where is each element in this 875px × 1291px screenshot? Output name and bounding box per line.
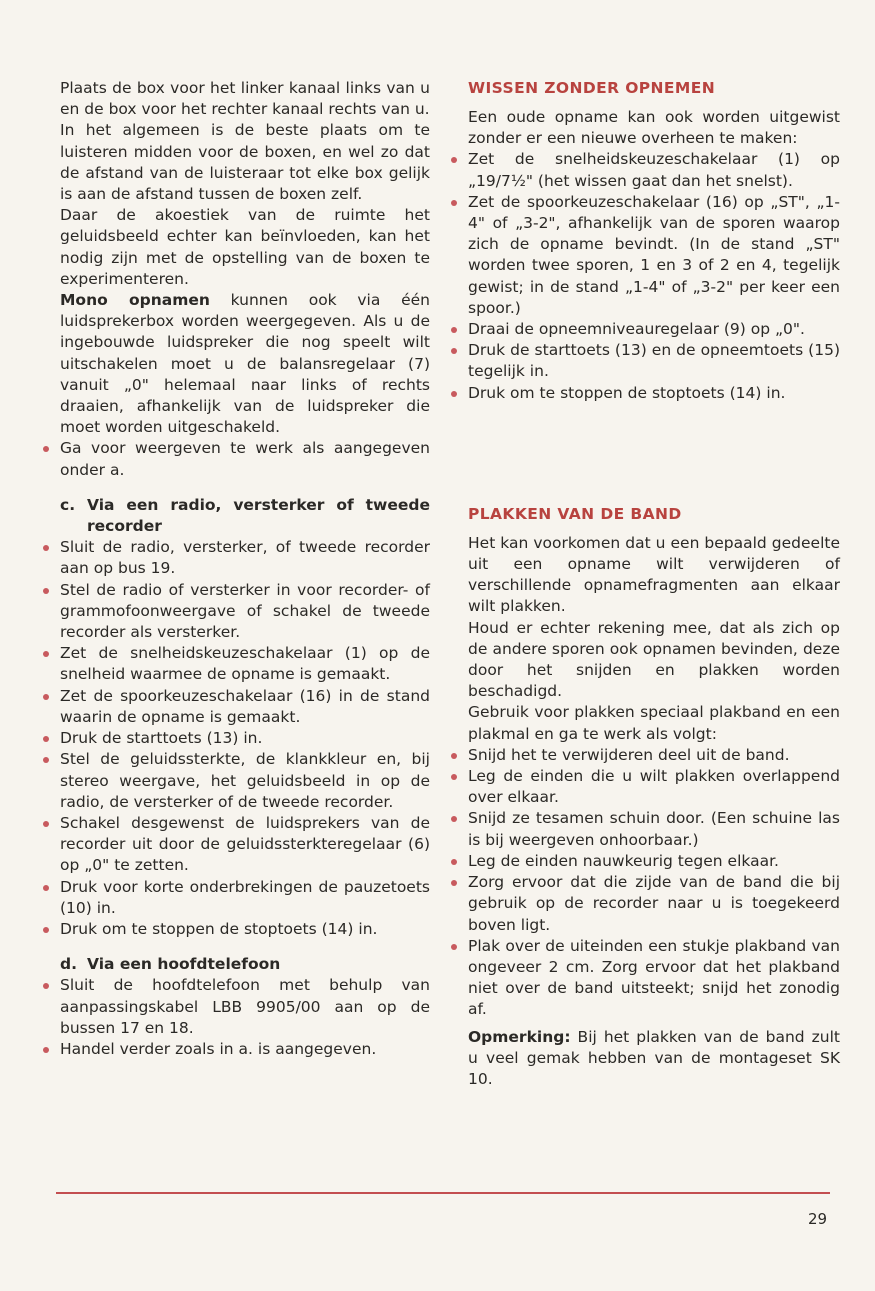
bullet-dot-icon <box>451 327 457 333</box>
list-item-text: Ga voor weergeven te werk als aangegeven onder a. <box>60 439 430 479</box>
bullet-dot-icon <box>43 983 49 989</box>
list-item <box>448 149 840 191</box>
list-item <box>40 919 430 940</box>
list-item <box>40 1039 430 1060</box>
bullet-dot-icon <box>451 774 457 780</box>
bullet-dot-icon <box>43 588 49 594</box>
paragraph-splice-warning: Houd er echter rekening mee, dat als zich op de andere sporen ook opnamen bevinden, deze door het snijden en plakken worden beschadigd. <box>468 618 840 701</box>
list-item-text: Zet de spoorkeuzeschakelaar (16) op „ST", „1-4" of „3-2", afhankelijk van de sporen waarop zich de opname bevindt. (In de stand „ST" worden twee sporen, 1 en 3 of 2 en 4, tegelijk gewist; in de stand „1-4" of „3-2" per keer een spoor.) <box>468 192 840 317</box>
list-section-c <box>40 537 430 940</box>
page-number: 29 <box>808 1210 828 1228</box>
list-item <box>448 766 840 808</box>
section-heading-c <box>40 495 430 537</box>
paragraph-splice-method: Gebruik voor plakken speciaal plakband en een plakmal en ga te werk als volgt: <box>468 703 840 743</box>
bullet-dot-icon <box>451 944 457 950</box>
list-item-text: Snijd het te verwijderen deel uit de band. <box>468 745 790 764</box>
list-item <box>448 808 840 850</box>
list-item-text: Zet de snelheidskeuzeschakelaar (1) op de snelheid waarmee de opname is gemaakt. <box>60 644 430 684</box>
bullet-dot-icon <box>43 1047 49 1053</box>
left-column <box>40 78 430 1060</box>
list-item <box>448 319 840 340</box>
bullet-dot-icon <box>451 391 457 397</box>
bullet-dot-icon <box>451 880 457 886</box>
bullet-dot-icon <box>43 821 49 827</box>
bullet-dot-icon <box>451 348 457 354</box>
bullet-dot-icon <box>451 157 457 163</box>
bullet-dot-icon <box>451 200 457 206</box>
paragraph-erase-intro: Een oude opname kan ook worden uitgewist zonder er een nieuwe overheen te maken: <box>468 108 840 148</box>
bullet-dot-icon <box>451 816 457 822</box>
paragraph-note <box>448 1027 840 1091</box>
list-item-text: Sluit de radio, versterker, of tweede recorder aan op bus 19. <box>60 538 430 578</box>
list-item-text: Draai de opneemniveauregelaar (9) op „0". <box>468 320 805 339</box>
list-item-text: Zet de snelheidskeuzeschakelaar (1) op „19/7½" (het wissen gaat dan het snelst). <box>468 150 840 190</box>
right-column <box>448 78 840 1090</box>
list-item <box>40 438 430 480</box>
list-item-text: Snijd ze tesamen schuin door. (Een schuine las is bij weergeven onhoorbaar.) <box>468 809 840 849</box>
list-item-text: Druk om te stoppen de stoptoets (14) in. <box>60 919 378 938</box>
bullet-dot-icon <box>43 736 49 742</box>
footer-rule <box>56 1192 830 1194</box>
list-item <box>448 745 840 766</box>
note-text: Bij het plakken van de band zult u veel gemak hebben van de montageset SK 10. <box>468 1027 840 1088</box>
bullet-dot-icon <box>43 651 49 657</box>
list-item-text: Plak over de uiteinden een stukje plakband van ongeveer 2 cm. Zorg ervoor dat het plakband niet over de band uitsteekt; snijd het zonodig af. <box>468 936 840 1019</box>
paragraph-speaker-placement: Plaats de box voor het linker kanaal links van u en de box voor het rechter kanaal rechts van u. <box>60 79 430 119</box>
list-item-text: Handel verder zoals in a. is aangegeven. <box>60 1039 377 1058</box>
section-letter: d. <box>60 955 77 974</box>
bullet-dot-icon <box>43 757 49 763</box>
list-item-text: Druk de starttoets (13) en de opneemtoets (15) tegelijk in. <box>468 341 840 381</box>
list-item <box>448 383 840 404</box>
paragraph-mono <box>40 290 430 438</box>
list-item <box>448 851 840 872</box>
list-item <box>40 877 430 919</box>
list-item-text: Druk de starttoets (13) in. <box>60 729 263 748</box>
list-item <box>40 686 430 728</box>
list-item-text: Leg de einden die u wilt plakken overlappend over elkaar. <box>468 767 840 807</box>
list-erase-steps <box>448 149 840 403</box>
bullet-dot-icon <box>43 885 49 891</box>
list-item <box>40 813 430 877</box>
list-item-text: Druk voor korte onderbrekingen de pauzetoets (10) in. <box>60 877 430 917</box>
list-item <box>40 749 430 813</box>
list-item-text: Schakel desgewenst de luidsprekers van de recorder uit door de geluidssterkteregelaar (6) op „0" te zetten. <box>60 813 430 875</box>
bullet-dot-icon <box>43 694 49 700</box>
section-title: Via een hoofdtelefoon <box>87 955 281 974</box>
heading-splicing-tape: PLAKKEN VAN DE BAND <box>468 504 682 523</box>
list-item <box>40 643 430 685</box>
list-item <box>448 936 840 1021</box>
list-item <box>448 192 840 319</box>
list-item <box>40 728 430 749</box>
paragraph-acoustics: Daar de akoestiek van de ruimte het geluidsbeeld echter kan beïnvloeden, kan het nodig zijn met de opstelling van de boxen te experimenteren. <box>60 206 430 288</box>
list-item <box>40 580 430 644</box>
list-item-text: Zorg ervoor dat die zijde van de band die bij gebruik op de recorder naar u is toegekeerd boven ligt. <box>468 873 840 934</box>
list-item <box>448 340 840 382</box>
section-heading-d <box>40 954 430 975</box>
list-item <box>40 537 430 579</box>
bullet-dot-icon <box>43 545 49 551</box>
list-section-d <box>40 975 430 1060</box>
note-label: Opmerking: <box>468 1027 571 1046</box>
section-letter: c. <box>60 495 76 514</box>
heading-erase-without-recording: WISSEN ZONDER OPNEMEN <box>468 79 716 97</box>
paragraph-listening-position: In het algemeen is de beste plaats om te luisteren midden voor de boxen, en wel zo dat de afstand van de luisteraar tot elke box gelijk is aan de afstand tussen de boxen zelf. <box>60 121 430 204</box>
list-item-text: Sluit de hoofdtelefoon met behulp van aanpassingskabel LBB 9905/00 aan op de bussen 17 en 18. <box>60 976 430 1037</box>
bullet-dot-icon <box>451 859 457 865</box>
mono-text: kunnen ook via één luidsprekerbox worden weergegeven. Als u de ingebouwde luidspreker die nog speelt wilt uitschakelen moet u de balansregelaar (7) vanuit „0" helemaal naar links of rechts draaien, afhankelijk van de luidspreker die moet worden uitgeschakeld. <box>60 291 430 437</box>
bullet-dot-icon <box>451 753 457 759</box>
mono-label: Mono opnamen <box>60 291 210 310</box>
paragraph-splice-intro: Het kan voorkomen dat u een bepaald gedeelte uit een opname wilt verwijderen of verschillende opnamefragmenten aan elkaar wilt plakken. <box>468 533 840 616</box>
section-title: Via een radio, versterker of tweede recorder <box>87 495 430 536</box>
list-item-text: Leg de einden nauwkeurig tegen elkaar. <box>468 851 779 870</box>
list-item-text: Stel de geluidssterkte, de klankkleur en, bij stereo weergave, het geluidsbeeld in op de radio, de versterker of de tweede recorder. <box>60 750 430 811</box>
list-item-text: Druk om te stoppen de stoptoets (14) in. <box>468 383 786 402</box>
list-splice-steps <box>448 745 840 1021</box>
list-item-text: Zet de spoorkeuzeschakelaar (16) in de stand waarin de opname is gemaakt. <box>60 686 430 726</box>
list-item-text: Stel de radio of versterker in voor recorder- of grammofoonweergave of schakel de tweede recorder als versterker. <box>60 580 430 642</box>
bullet-dot-icon <box>43 927 49 933</box>
bullet-dot-icon <box>43 446 49 452</box>
list-item <box>40 975 430 1039</box>
list-item <box>448 872 840 936</box>
